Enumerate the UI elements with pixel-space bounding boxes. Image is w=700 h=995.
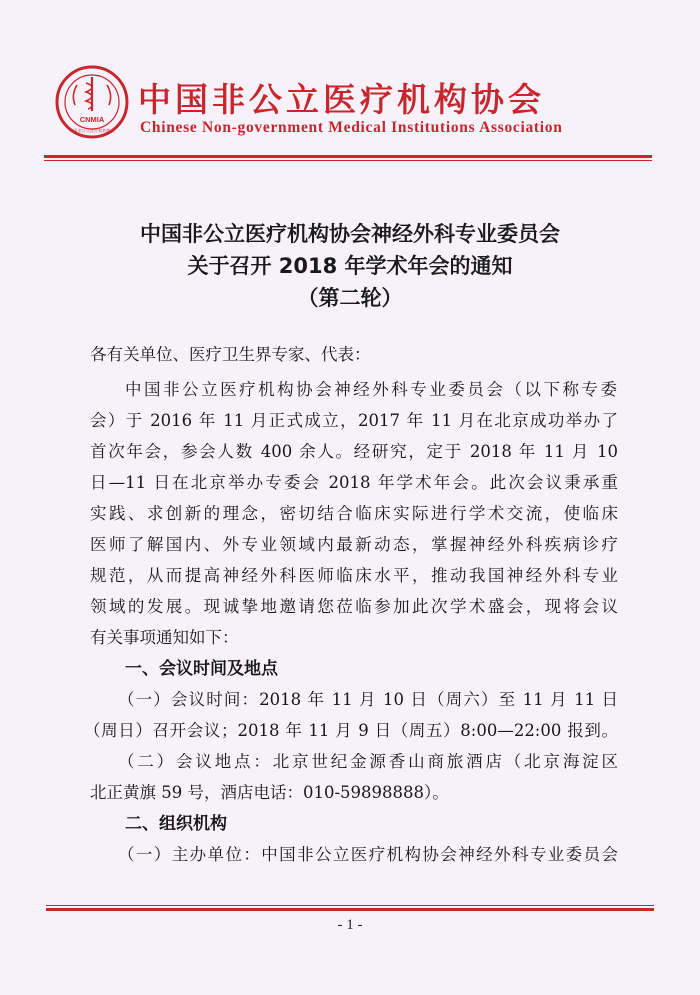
association-logo xyxy=(55,65,129,139)
salutation: 各有关单位、医疗卫生界专家、代表： xyxy=(90,345,371,364)
section-2-item-1: （一）主办单位：中国非公立医疗机构协会神经外科专业委员会 xyxy=(118,845,618,864)
org-name-cn: 中国非公立医疗机构协会 xyxy=(138,80,545,119)
section-1-heading: 一、会议时间及地点 xyxy=(125,659,278,679)
intro-line: 首次年会，参会人数 400 余人。经研究，定于 2018 年 11 月 10 xyxy=(90,442,618,461)
intro-line: 规范，从而提高神经外科医师临床水平，推动我国神经外科专业 xyxy=(90,566,618,585)
intro-line: 会）于 2016 年 11 月正式成立，2017 年 11 月在北京成功举办了 xyxy=(90,411,618,430)
page-number: - 1 - xyxy=(337,917,363,933)
header-rule-thick xyxy=(44,155,652,158)
header-rule-thin xyxy=(44,160,652,161)
section-1-item-2-line: （二）会议地点：北京世纪金源香山商旅酒店（北京海淀区 xyxy=(118,752,618,771)
title-line-2: 关于召开 2018 年学术年会的通知 xyxy=(187,254,513,278)
title-line-1: 中国非公立医疗机构协会神经外科专业委员会 xyxy=(140,222,560,246)
intro-line: 医师了解国内、外专业领域内最新动态，掌握神经外科疾病诊疗 xyxy=(90,535,618,554)
footer-rule-thin xyxy=(46,905,654,906)
intro-line: 中国非公立医疗机构协会神经外科专业委员会（以下称专委 xyxy=(125,380,617,399)
section-1-item-1-line: （周日）召开会议；2018 年 11 月 9 日（周五）8:00—22:00 报到。 xyxy=(84,721,618,740)
intro-line: 日—11 日在北京举办专委会 2018 年学术年会。此次会议秉承重 xyxy=(90,473,618,492)
section-1-item-1-line: （一）会议时间：2018 年 11 月 10 日（周六）至 11 月 11 日 xyxy=(118,690,618,709)
logo-ring-text: 中国非公立医疗机构协会 xyxy=(68,128,116,133)
intro-line: 有关事项通知如下： xyxy=(90,628,239,647)
section-1-item-2-line: 北正黄旗 59 号，酒店电话：010-59898888）。 xyxy=(90,783,449,802)
section-2-heading: 二、组织机构 xyxy=(125,814,227,834)
intro-line: 领域的发展。现诚挚地邀请您莅临参加此次学术盛会，现将会议 xyxy=(90,597,618,616)
org-name-en: Chinese Non-government Medical Institutions Association xyxy=(140,119,563,136)
intro-line: 实践、求创新的理念，密切结合临床实际进行学术交流，使临床 xyxy=(90,504,618,523)
logo-abbrev: CNMIA xyxy=(79,115,105,124)
title-line-3: （第二轮） xyxy=(297,286,403,310)
footer-rule-thick xyxy=(46,908,654,911)
